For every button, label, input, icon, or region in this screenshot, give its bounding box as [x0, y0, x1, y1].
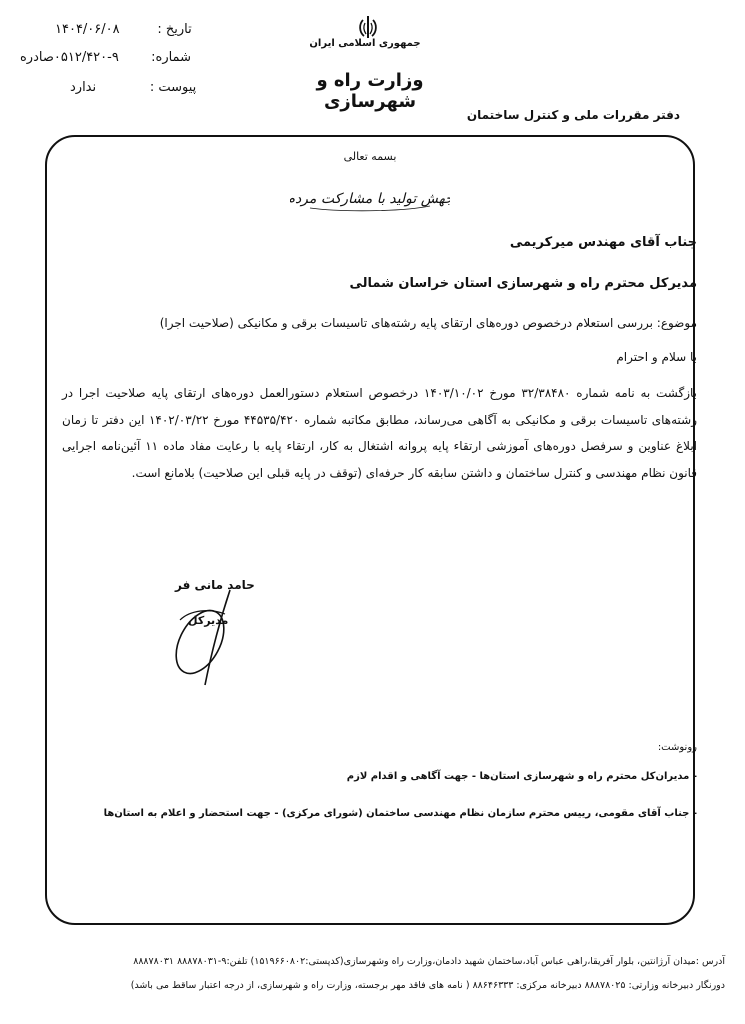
- date-label: تاریخ :: [157, 22, 192, 37]
- cc-item: - مدیران‌کل محترم راه و شهرسازی استان‌ها - جهت آگاهی و اقدام لازم: [346, 771, 697, 782]
- number-label: شماره:: [151, 50, 191, 65]
- date-value: ۱۴۰۴/۰۶/۰۸: [55, 22, 120, 37]
- date-row: [55, 22, 192, 37]
- recipient-title: مدیرکل محترم راه و شهرسازی استان خراسان شمالی: [349, 276, 697, 291]
- cc-title: رونوشت:: [657, 742, 697, 753]
- number-row: [20, 50, 191, 65]
- iran-emblem-icon: [355, 14, 381, 40]
- attachment-label: پیوست :: [149, 80, 197, 95]
- slogan-calligraphy: [290, 178, 450, 216]
- ministry-name: وزارت راه و شهرسازی: [316, 70, 424, 112]
- slogan-text: جهش تولید با مشارکت مردم: [290, 191, 450, 207]
- letter-frame: [45, 135, 698, 925]
- attachment-value: ندارد: [70, 80, 97, 95]
- slogan-calligraphy-image: [290, 178, 450, 216]
- handwritten-signature: [150, 580, 260, 690]
- subject-line: موضوع: بررسی استعلام درخصوص دوره‌های ارتقای پایه رشته‌های تاسیسات برقی و مکانیکی (صلاحیت اجرا): [159, 316, 697, 330]
- cc-item: - جناب آقای مقومی، رییس محترم سازمان نظام مهندسی ساختمان (شورای مرکزی) - جهت استحضار و اعلام به استان‌ها: [103, 808, 697, 819]
- attachment-row: [70, 80, 196, 95]
- greeting: با سلام و احترام: [616, 350, 697, 364]
- basmala: بسمه تعالی: [343, 150, 397, 163]
- office-name: دفتر مقررات ملی و کنترل ساختمان: [466, 108, 680, 122]
- recipient-name: جناب آقای مهندس میرکریمی: [509, 235, 697, 250]
- signer-name: حامد مانی فر: [175, 578, 255, 592]
- government-name: جمهوری اسلامی ایران: [309, 38, 421, 49]
- letter-body: بازگشت به نامه شماره ۳۲/۳۸۴۸۰ مورخ ۱۴۰۳/۱۰/۰۲ درخصوص استعلام دستورالعمل دوره‌های ارتقای پایه صلاحیت اجرا در رشته‌های تاسیسات برقی و مکانیکی به آگاهی می‌رساند، مطابق مکاتبه شماره ۴۴۵۳۵/۴۲۰ مورخ ۱۴۰۲/۰۳/۲۲ این دفتر تا زمان ابلاغ عناوین و سرفصل دوره‌های آموزشی ارتقاء پایه پروانه اشتغال به کار، ارتقاء پایه با رعایت مفاد ماده ۱۱ آئین‌نامه اجرایی قانون نظام مهندسی و کنترل ساختمان و داشتن سابقه کار حرفه‌ای (توقف در پایه قبلی این صلاحیت) بلامانع است.: [62, 386, 698, 480]
- footer-contact: دورنگار دبیرخانه وزارتی: ۸۸۸۷۸۰۲۵ دبیرخانه مرکزی: ۸۸۶۴۶۳۳۳ ( نامه های فاقد مهر برجسته، وزارت راه و شهرسازی، از درجه اعتبار ساقط می باشد): [130, 980, 725, 991]
- signer-title: مدیرکل: [188, 614, 229, 627]
- footer-address: آدرس :میدان آرژانتین، بلوار آفریقا،راهی عباس آباد،ساختمان شهید دادمان،وزارت راه وشهرسازی(کدپستی:۱۵۱۹۶۶۰۸۰۲) تلفن:۹-۸۸۸۷۸۰۳۱ ۸۸۸۷۸۰۳۱: [133, 956, 725, 967]
- number-value: ۰۵۱۲/۴۲۰-۹صادره: [20, 50, 119, 65]
